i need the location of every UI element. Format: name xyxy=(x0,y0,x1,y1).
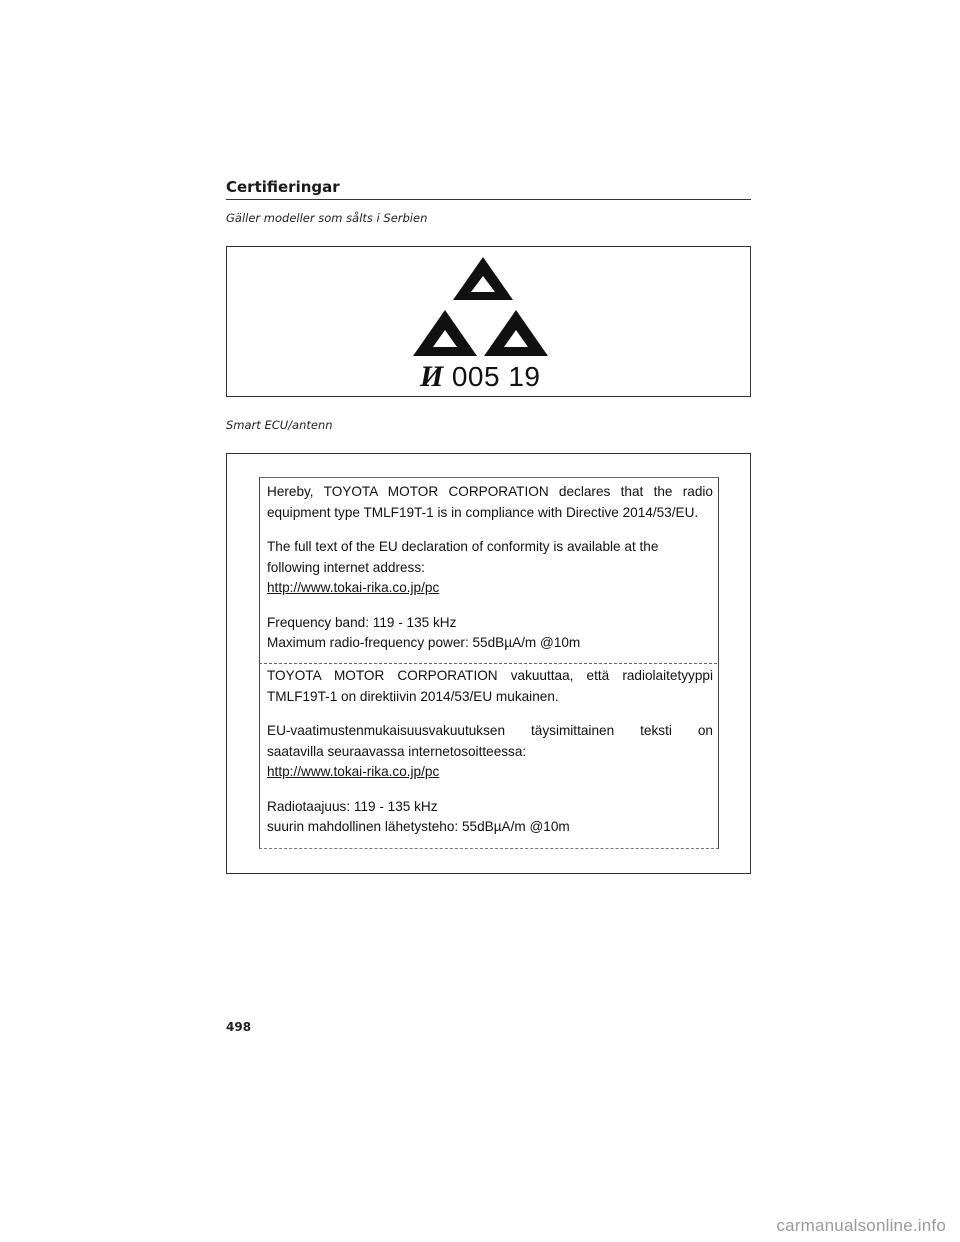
approval-code: 005 19 xyxy=(451,361,541,392)
fi-line-2: TMLF19T-1 on direktiivin 2014/53/EU mukainen. xyxy=(267,688,559,704)
fi-line-1: TOYOTA MOTOR CORPORATION vakuuttaa, että radiolaitetyyppi xyxy=(267,668,713,683)
triangle-left xyxy=(413,310,477,356)
section-subtitle: Gäller modeller som sålts i Serbien xyxy=(226,211,428,225)
en-url-link[interactable]: http://www.tokai-rika.co.jp/pc xyxy=(267,580,440,595)
section-title: Certifieringar xyxy=(226,178,340,196)
triangle-top xyxy=(453,257,513,300)
title-divider xyxy=(226,199,751,200)
en-line-4: following internet address: xyxy=(267,559,425,575)
triangle-right xyxy=(484,310,548,356)
approval-mark-box xyxy=(226,246,751,397)
en-frequency: Frequency band: 119 - 135 kHz xyxy=(267,614,457,630)
declaration-box xyxy=(226,453,751,874)
smart-ecu-caption: Smart ECU/antenn xyxy=(226,418,333,432)
en-power: Maximum radio-frequency power: 55dBµA/m @10m xyxy=(267,635,581,650)
watermark: carmanualsonline.info xyxy=(776,1216,946,1235)
fi-line-4: saatavilla seuraavassa internetosoitteessa: xyxy=(267,743,527,759)
fi-power: suurin mahdollinen lähetysteho: 55dBµA/m @10m xyxy=(267,819,570,834)
en-line-3: The full text of the EU declaration of conformity is available at the xyxy=(267,539,659,554)
en-line-1: Hereby, TOYOTA MOTOR CORPORATION declares that the radio xyxy=(267,484,713,499)
page-number: 498 xyxy=(226,1020,252,1034)
approval-letter: И xyxy=(420,360,444,393)
finnish-declaration xyxy=(267,666,713,838)
approval-number xyxy=(420,360,540,394)
fi-line-3: EU-vaatimustenmukaisuusvakuutuksen täysimittainen teksti on xyxy=(267,723,713,738)
fi-url-link[interactable]: http://www.tokai-rika.co.jp/pc xyxy=(267,764,440,779)
english-declaration xyxy=(267,482,713,654)
en-line-2: equipment type TMLF19T-1 is in compliance with Directive 2014/53/EU. xyxy=(267,504,699,520)
fi-frequency: Radiotaajuus: 119 - 135 kHz xyxy=(267,798,438,814)
language-divider xyxy=(259,663,717,664)
